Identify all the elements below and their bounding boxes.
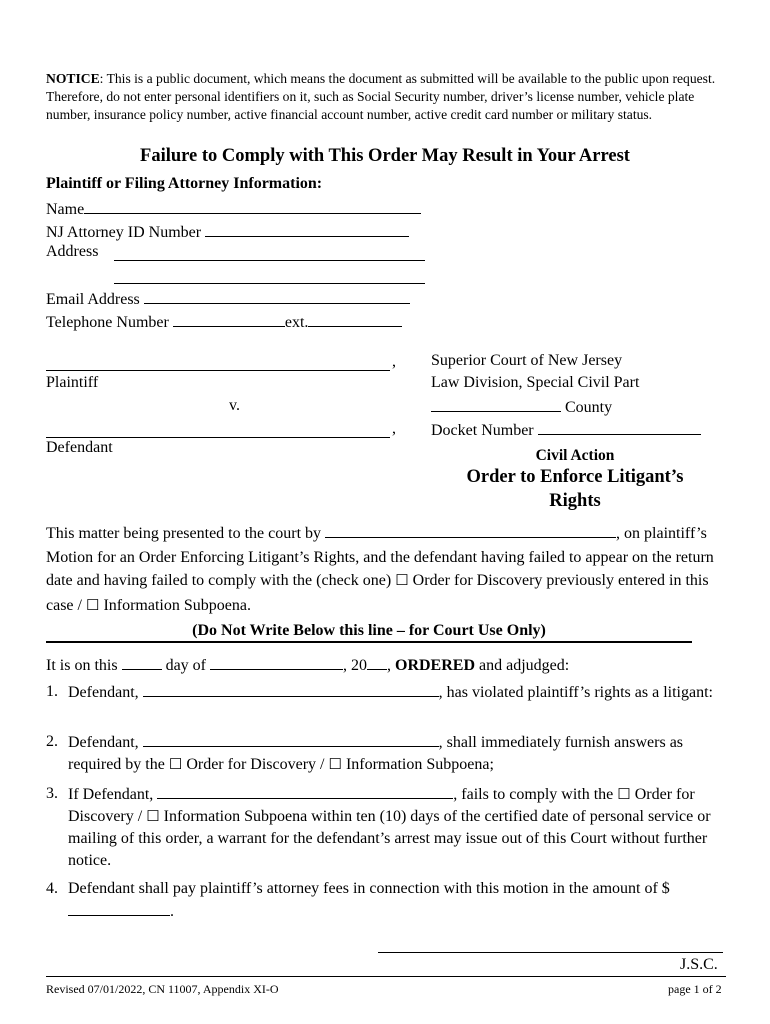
ordered-text-4: , [387, 657, 391, 674]
ordered-bold: ORDERED [395, 657, 476, 674]
public-notice [46, 70, 726, 124]
address-line-2[interactable] [114, 283, 425, 284]
court-use-only-label: (Do Not Write Below this line – for Court Use Only) [192, 622, 546, 639]
address-line-1[interactable] [114, 260, 425, 261]
ordered-text-5: and adjudged: [479, 657, 570, 674]
item-3-subpoena-checkbox[interactable]: ☐ [146, 809, 160, 825]
item-3-defendant-line[interactable] [157, 783, 453, 799]
court-name: Superior Court of New Jersey [431, 352, 623, 369]
day-input-line[interactable] [122, 654, 162, 670]
county-input-line[interactable] [431, 396, 561, 412]
docket-row [431, 419, 701, 440]
item-2-number: 2. [46, 733, 58, 750]
telephone-input-line[interactable] [173, 311, 285, 327]
docket-label: Docket Number [431, 422, 534, 439]
item-3-discovery-checkbox[interactable]: ☐ [617, 787, 631, 803]
defendant-label: Defendant [46, 439, 113, 456]
county-label: County [565, 399, 613, 416]
intro-opt1-text: Order for Discovery previously entered in this case / [46, 572, 709, 614]
docket-input-line[interactable] [538, 419, 701, 435]
county-row [431, 396, 612, 417]
plaintiff-info-heading: Plaintiff or Filing Attorney Information: [46, 175, 323, 192]
ordered-row [46, 654, 569, 675]
attorney-id-label: NJ Attorney ID Number [46, 224, 202, 241]
email-label: Email Address [46, 291, 140, 308]
intro-text-2: , on plaintiff’s Motion for an Order Enforcing Litigant’s Rights, and the defendant having failed to appear on the return date and having failed to comply with the (check one) [46, 525, 714, 589]
name-label: Name [46, 201, 85, 218]
plaintiff-name-line[interactable] [46, 370, 390, 371]
item-1-number: 1. [46, 683, 58, 700]
court-use-divider [46, 641, 692, 643]
item-1-text-a: Defendant, [68, 684, 139, 701]
item-3-text-a: If Defendant, [68, 786, 154, 803]
arrest-warning-title: Failure to Comply with This Order May Result in Your Arrest [140, 146, 630, 166]
jsc-label: J.S.C. [680, 956, 718, 973]
defendant-name-line[interactable] [46, 437, 390, 438]
page-number: page 1 of 2 [668, 982, 722, 996]
order-title-line1: Order to Enforce Litigant’s [466, 467, 684, 487]
order-item-2 [46, 731, 726, 776]
ext-label: ext. [284, 314, 309, 331]
plaintiff-comma: , [392, 353, 396, 370]
address-label: Address [46, 243, 99, 260]
presenter-input-line[interactable] [325, 522, 616, 538]
item-3-number: 3. [46, 785, 58, 802]
order-item-1 [46, 681, 726, 704]
civil-action-label: Civil Action [535, 447, 615, 464]
email-row [46, 288, 410, 309]
item-4-text-b: . [170, 903, 174, 920]
item-3-text-b: , fails to comply with the [453, 786, 614, 803]
intro-opt2-text: Information Subpoena. [103, 596, 251, 614]
plaintiff-label: Plaintiff [46, 374, 99, 391]
item-2-text-d: Information Subpoena; [345, 756, 494, 773]
item-4-number: 4. [46, 880, 58, 897]
order-item-3 [46, 783, 726, 872]
email-input-line[interactable] [144, 288, 410, 304]
item-2-subpoena-checkbox[interactable]: ☐ [328, 757, 342, 773]
name-field-row [46, 198, 421, 219]
name-input-line[interactable] [84, 198, 421, 214]
item-2-text-a: Defendant, [68, 734, 139, 751]
order-discovery-checkbox[interactable]: ☐ [395, 573, 409, 589]
order-item-4 [46, 878, 726, 923]
ordered-text-3: , 20 [343, 657, 367, 674]
notice-text: : This is a public document, which means the document as submitted will be available to the public upon request. Therefore, do not enter personal identifiers on it, such as Social Security number, driver’s license number, vehicle plate number, insurance policy number, active financial account number, active credit card number or military status. [46, 71, 716, 122]
attorney-id-input-line[interactable] [205, 221, 409, 237]
revision-footer: Revised 07/01/2022, CN 11007, Appendix XI-O [46, 982, 279, 996]
item-1-text-b: , has violated plaintiff’s rights as a litigant: [438, 684, 713, 701]
versus-label: v. [229, 397, 240, 414]
ext-input-line[interactable] [308, 311, 402, 327]
item-3-text-c: Order for Discovery / [68, 786, 695, 825]
telephone-label: Telephone Number [46, 314, 169, 331]
item-2-text-c: Order for Discovery / [186, 756, 325, 773]
notice-label: NOTICE [46, 71, 100, 86]
ordered-text-2: day of [165, 657, 206, 674]
item-4-text-a: Defendant shall pay plaintiff’s attorney fees in connection with this motion in the amount of $ [68, 880, 670, 897]
intro-text-1: This matter being presented to the court by [46, 525, 322, 542]
court-division: Law Division, Special Civil Part [431, 374, 640, 391]
defendant-comma: , [392, 420, 396, 437]
item-3-text-d: Information Subpoena within ten (10) days of the certified date of personal service or mailing of this order, a warrant for the defendant’s arrest may issue out of this Court without further notice. [68, 808, 711, 869]
month-input-line[interactable] [210, 654, 343, 670]
intro-paragraph [46, 522, 726, 618]
item-2-text-b: , shall immediately furnish answers as required by the [68, 734, 684, 773]
ordered-text-1: It is on this [46, 657, 118, 674]
attorney-fee-amount-line[interactable] [68, 900, 170, 916]
order-title-line2: Rights [549, 491, 601, 511]
item-2-discovery-checkbox[interactable]: ☐ [168, 757, 183, 773]
footer-rule [46, 976, 726, 977]
telephone-row [46, 311, 402, 332]
info-subpoena-checkbox[interactable]: ☐ [85, 597, 100, 614]
item-1-defendant-line[interactable] [143, 681, 439, 697]
judge-signature-line[interactable] [378, 952, 723, 953]
attorney-id-row [46, 221, 409, 242]
year-input-line[interactable] [367, 654, 387, 670]
item-2-defendant-line[interactable] [143, 731, 439, 747]
address-row [46, 243, 98, 261]
